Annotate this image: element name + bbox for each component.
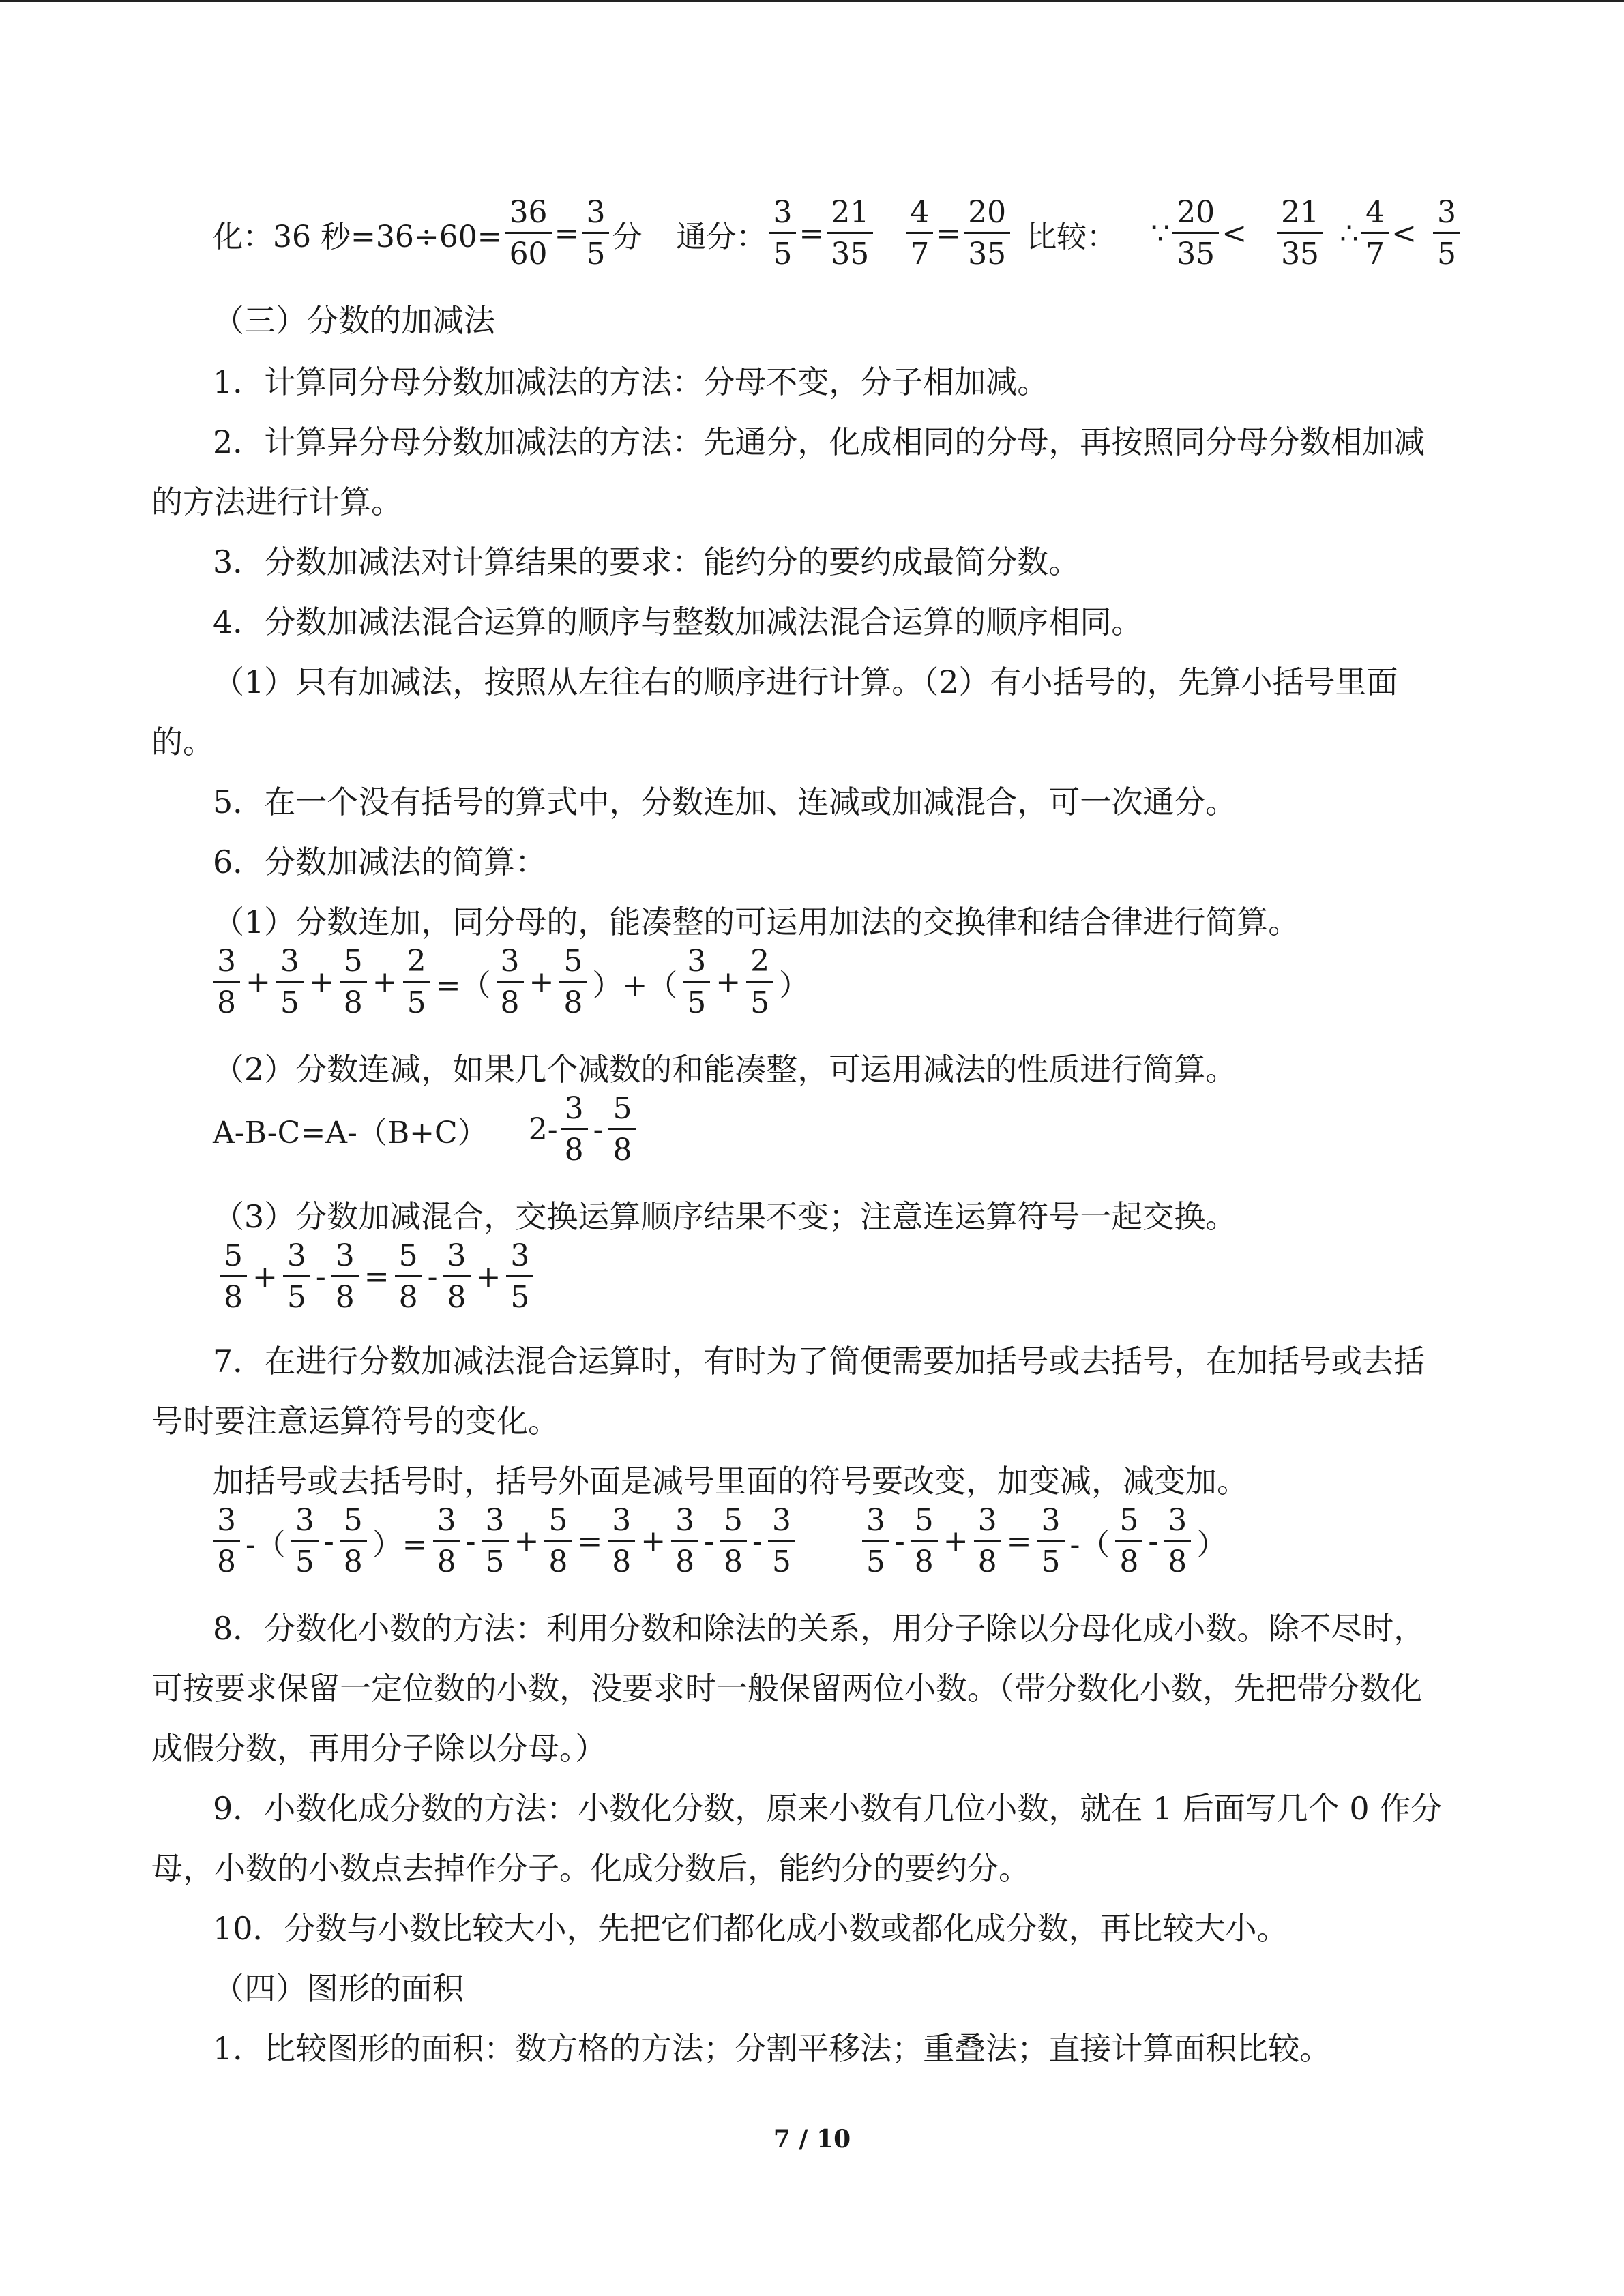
- fraction: 3 5: [768, 1506, 795, 1577]
- paragraph-9b: 母，小数的小数点去掉作分子。化成分数后，能约分的要约分。: [151, 1850, 1030, 1887]
- equation-subtraction-property: A-B-C=A-（B+C） 2- 3 8 - 5 8: [213, 1094, 638, 1165]
- paragraph-8b: 可按要求保留一定位数的小数，没要求时一般保留两位小数。（带分数化小数，先把带分数化: [151, 1670, 1422, 1707]
- fraction: $\frac{3}{5}$: [506, 1241, 533, 1313]
- equation-bracket-rule: 3 8 -（ 3 5 - 5 8 ）= $\frac{3}{8}$ - 3 5 + $\frac{5}{8}$ = $\frac{3}{8}$ + $\frac{3}{8}$ - 5 8 - 3 5 3 5 - 5 8 + $\frac{3}{8}$ = $\frac{3}{5}$ -（ 5 8 - 3 8 ）: [210, 1506, 1229, 1577]
- fraction: $\frac{5}{8}$: [559, 946, 587, 1018]
- equation-mixed-exchange: 5 8 + $\frac{3}{5}$ - $\frac{3}{8}$ = $\frac{5}{8}$ - 3 8 + $\frac{3}{5}$: [217, 1241, 536, 1313]
- paragraph-1: 1．计算同分母分数加减法的方法：分母不变，分子相加减。: [213, 363, 1049, 400]
- fraction: 3 5: [291, 1506, 319, 1577]
- paragraph-7b: 号时要注意运算符号的变化。: [151, 1403, 559, 1440]
- fraction: $\frac{4}{7}$: [906, 198, 933, 269]
- fraction: 4 7: [1361, 198, 1389, 269]
- fraction: $\frac{3}{8}$: [331, 1241, 359, 1313]
- fraction: $\frac{3}{8}$: [608, 1506, 635, 1577]
- paragraph-5: 5．在一个没有括号的算式中，分数连加、连减或加减混合，可一次通分。: [213, 784, 1237, 820]
- fraction: $\frac{3}{5}$: [283, 1241, 310, 1313]
- fraction: 5 8: [1115, 1506, 1142, 1577]
- fraction: $\frac{3}{5}$: [582, 198, 609, 269]
- top-border: [0, 0, 1624, 2]
- fraction: 20 35: [1172, 198, 1219, 269]
- conversion-compare-line: 化：36 秒=36÷60= $\frac{36}{60}$ = $\frac{3}{5}$ 分 通分： $\frac{3}{5}$ = $\frac{21}{35}$ $\frac{4}{7}$ = $\frac{20}{35}$ 比较： ∵ 20 35 < 21 35 ∴ 4 7 < 3 5: [213, 198, 1463, 269]
- fraction: $\frac{3}{8}$: [974, 1506, 1001, 1577]
- fraction: $\frac{3}{8}$: [433, 1506, 460, 1577]
- fraction: $\frac{3}{5}$: [276, 946, 304, 1018]
- paragraph-4: 4．分数加减法混合运算的顺序与整数加减法混合运算的顺序相同。: [213, 603, 1143, 640]
- fraction: $\frac{3}{8}$: [671, 1506, 698, 1577]
- page-number: 7 / 10: [773, 2125, 851, 2153]
- bijiao-label: 比较：: [1027, 219, 1117, 254]
- fraction: $\frac{3}{5}$: [1037, 1506, 1065, 1577]
- fraction: $\frac{20}{35}$: [964, 198, 1010, 269]
- paragraph-4-1b: 的。: [151, 724, 214, 760]
- fraction: 3 8: [561, 1094, 588, 1165]
- fraction: $\frac{2}{5}$: [746, 946, 773, 1018]
- fraction: $\frac{3}{5}$: [769, 198, 796, 269]
- fraction: 5 8: [340, 1506, 367, 1577]
- fraction: $\frac{5}{8}$: [395, 1241, 422, 1313]
- paragraph-8a: 8．分数化小数的方法：利用分数和除法的关系，用分子除以分母化成小数。除不尽时，: [213, 1610, 1426, 1647]
- fraction: 5 8: [220, 1241, 247, 1313]
- paragraph-6: 6．分数加减法的简算：: [213, 844, 547, 880]
- tongfen-label: 通分：: [676, 219, 767, 254]
- fraction: 3 8: [213, 946, 240, 1018]
- section4-title: （四）图形的面积: [213, 1970, 464, 2007]
- paragraph-8c: 成假分数，再用分子除以分母。）: [151, 1730, 606, 1767]
- equation-commutative-add: 3 8 + $\frac{3}{5}$ + $\frac{5}{8}$ + $\frac{2}{5}$ =（ 3 8 + $\frac{5}{8}$ ）+（ 3 5 + $\frac{2}{5}$ ）: [210, 946, 812, 1018]
- paragraph-6-3: （3）分数加减混合，交换运算顺序结果不变；注意连运算符号一起交换。: [213, 1198, 1237, 1235]
- fraction: 3 8: [213, 1506, 240, 1577]
- fraction: 5 8: [608, 1094, 636, 1165]
- fraction: 3 8: [1164, 1506, 1191, 1577]
- fraction: $\frac{21}{35}$: [827, 198, 873, 269]
- fraction: $\frac{5}{8}$: [340, 946, 367, 1018]
- fraction: 3 5: [683, 946, 710, 1018]
- fraction: $\frac{5}{8}$: [544, 1506, 572, 1577]
- fraction: $\frac{36}{60}$: [505, 198, 552, 269]
- fraction: 21 35: [1277, 198, 1323, 269]
- paragraph-10: 10．分数与小数比较大小，先把它们都化成小数或都化成分数，再比较大小。: [213, 1910, 1288, 1947]
- paragraph-7a: 7．在进行分数加减法混合运算时，有时为了简便需要加括号或去括号，在加括号或去括: [213, 1343, 1426, 1380]
- paragraph-2b: 的方法进行计算。: [151, 483, 402, 520]
- fraction: 5 8: [720, 1506, 747, 1577]
- paragraph-3: 3．分数加减法对计算结果的要求：能约分的要约成最简分数。: [213, 543, 1080, 580]
- fraction: 3 5: [862, 1506, 889, 1577]
- paragraph-2a: 2．计算异分母分数加减法的方法：先通分，化成相同的分母，再按照同分母分数相加减: [213, 423, 1426, 460]
- conversion-prefix: 化：36 秒=36÷60=: [213, 219, 503, 254]
- paragraph-4-1a: （1）只有加减法，按照从左往右的顺序进行计算。（2）有小括号的，先算小括号里面: [213, 664, 1398, 700]
- because-symbol: ∵: [1151, 216, 1170, 251]
- paragraph-6-2: （2）分数连减，如果几个减数的和能凑整，可运用减法的性质进行简算。: [213, 1051, 1237, 1088]
- fraction: 3 5: [1433, 198, 1460, 269]
- paragraph-7c: 加括号或去括号时，括号外面是减号里面的符号要改变，加变减，减变加。: [213, 1463, 1248, 1500]
- fraction: $\frac{2}{5}$: [403, 946, 430, 1018]
- section4-paragraph-1: 1．比较图形的面积：数方格的方法；分割平移法；重叠法；直接计算面积比较。: [213, 2030, 1331, 2067]
- therefore-symbol: ∴: [1340, 216, 1359, 251]
- fraction: 3 5: [482, 1506, 509, 1577]
- section3-title: （三）分数的加减法: [213, 302, 495, 339]
- fraction: 5 8: [911, 1506, 938, 1577]
- paragraph-9a: 9．小数化成分数的方法：小数化分数，原来小数有几位小数，就在 1 后面写几个 0 作分: [213, 1790, 1443, 1827]
- fraction: 3 8: [443, 1241, 471, 1313]
- fraction: 3 8: [497, 946, 524, 1018]
- paragraph-6-1: （1）分数连加，同分母的，能凑整的可运用加法的交换律和结合律进行简算。: [213, 904, 1300, 940]
